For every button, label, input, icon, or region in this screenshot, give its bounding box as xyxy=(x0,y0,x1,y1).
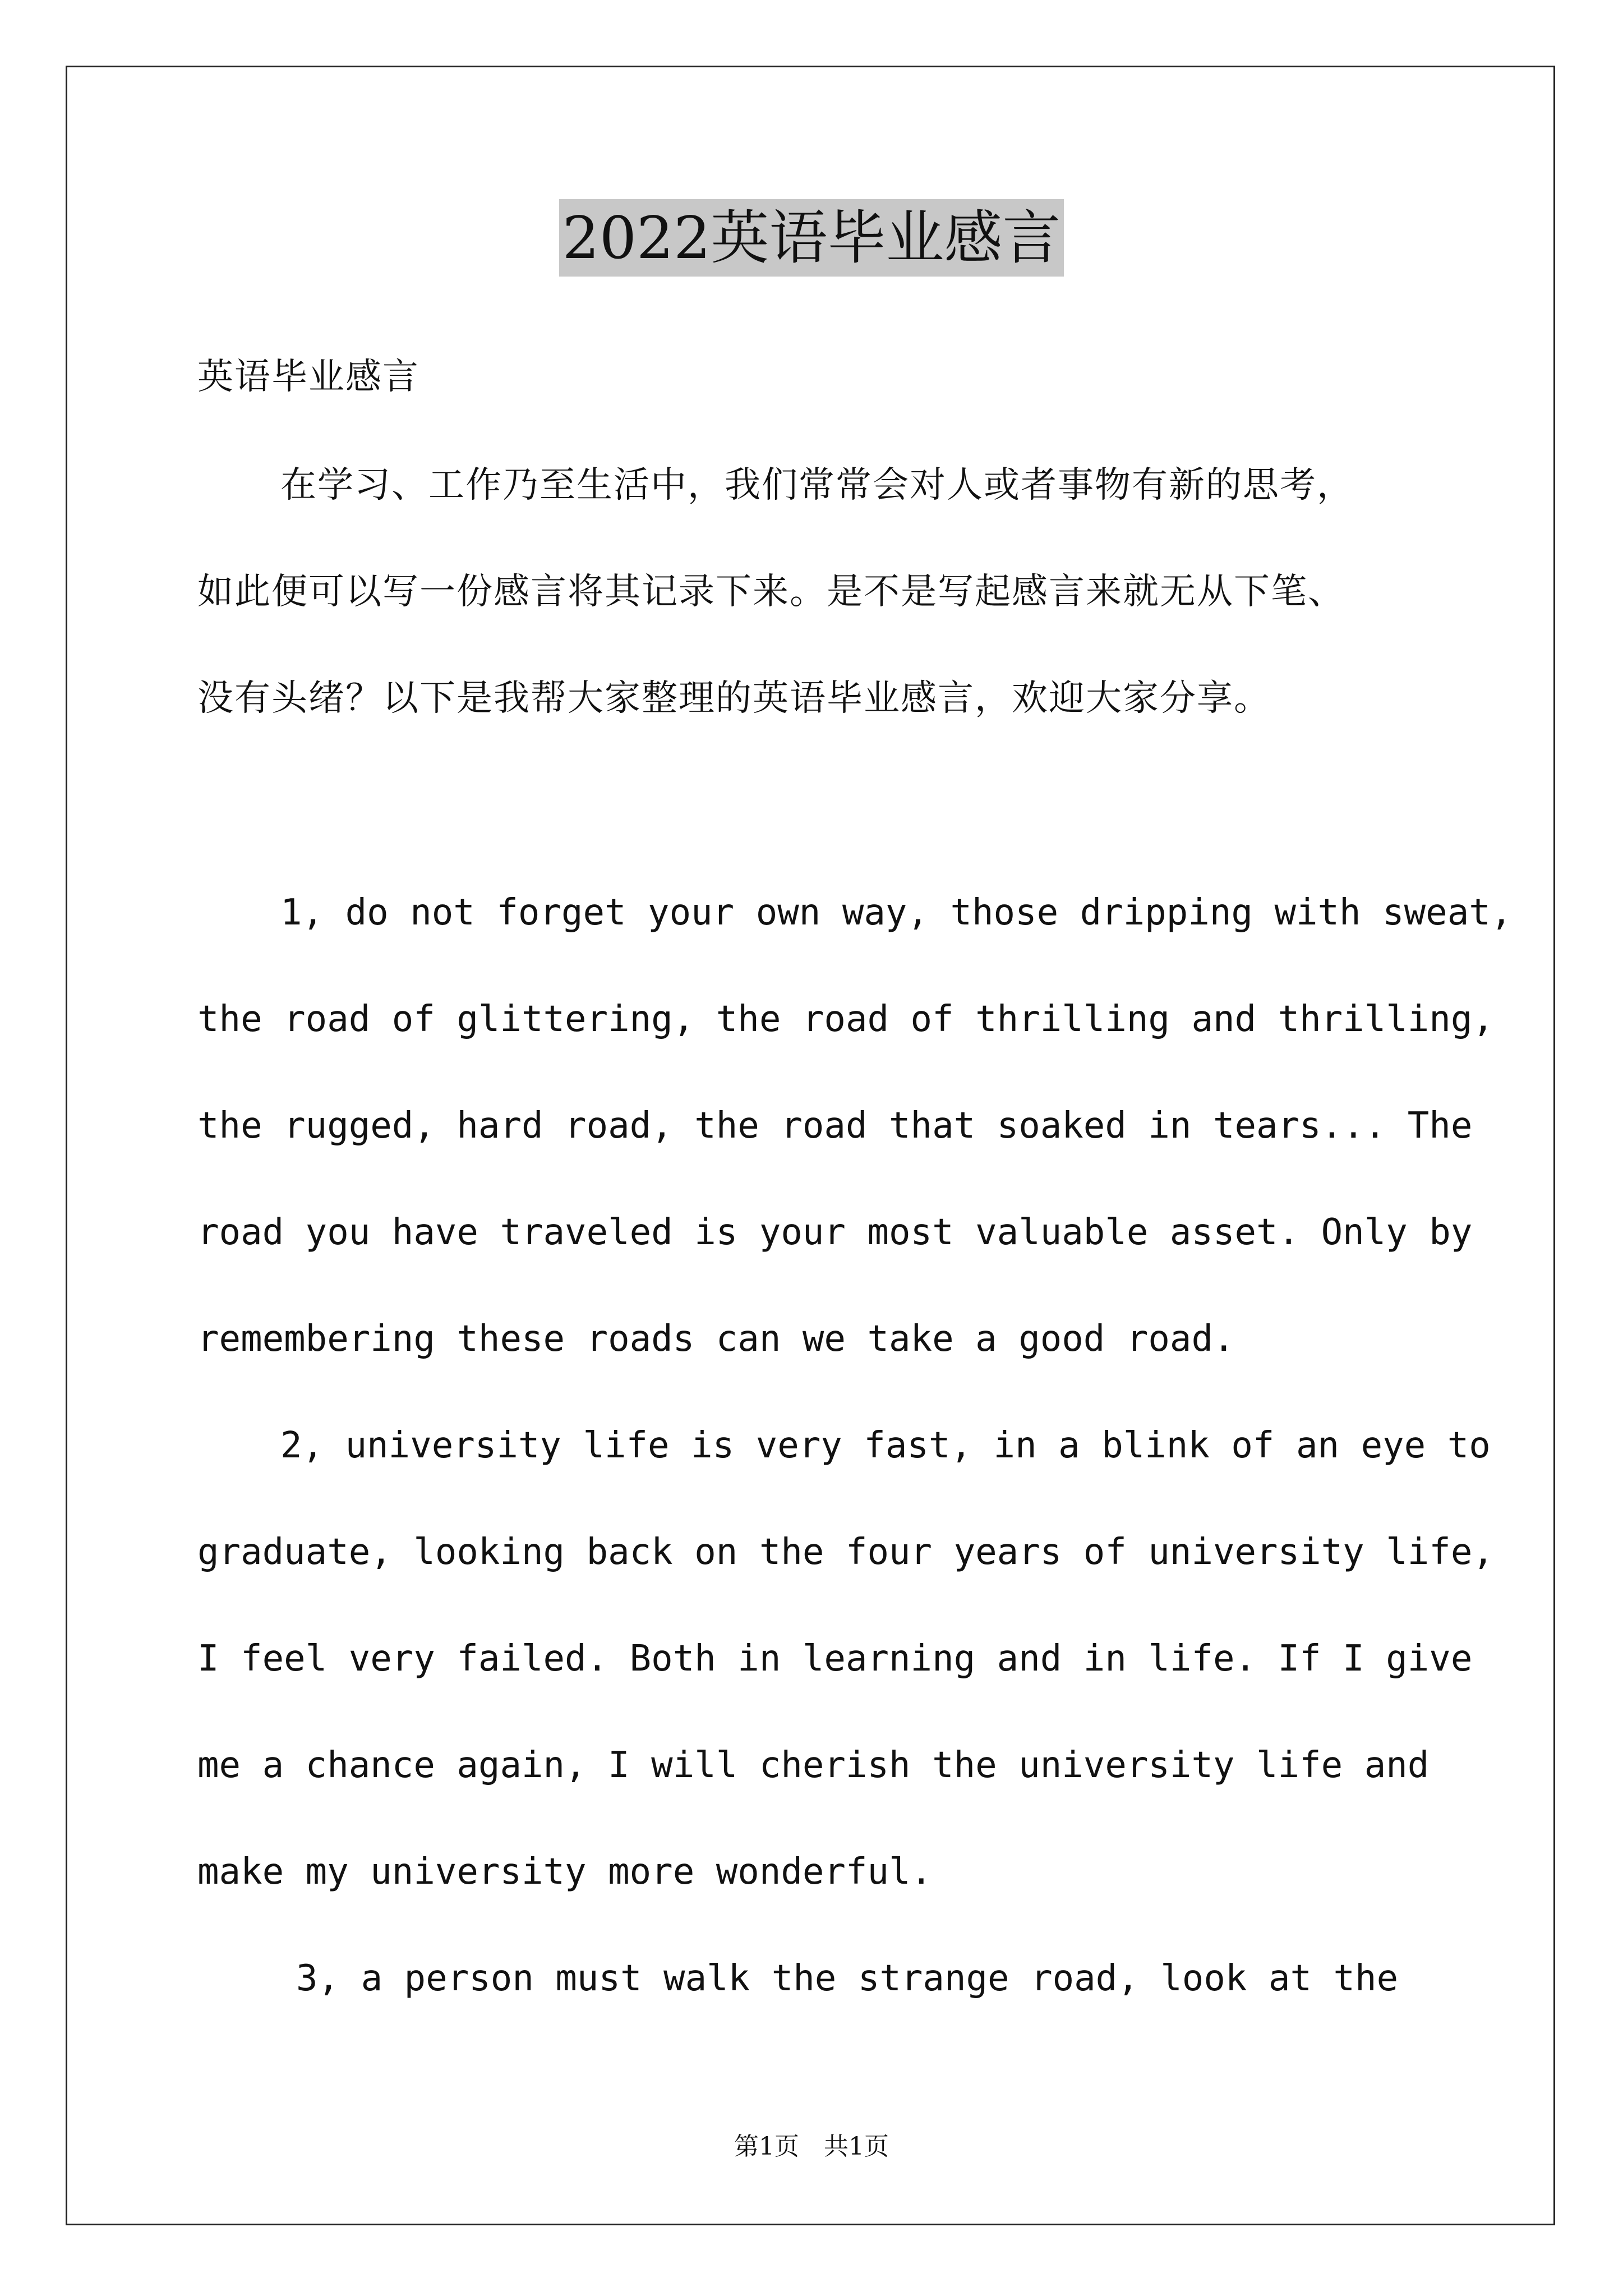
para1-line-3: the rugged, hard road, the road that soaked in tears... The xyxy=(197,1105,1473,1147)
intro-line-1: 在学习、工作乃至生活中，我们常常会对人或者事物有新的思考， xyxy=(280,464,1354,506)
para2-line-4: me a chance again, I will cherish the university life and xyxy=(197,1745,1430,1786)
para2-line-3: I feel very failed. Both in learning and in life. If I give xyxy=(197,1638,1473,1680)
paragraph-3 xyxy=(197,1925,1431,2032)
intro-line-2: 如此便可以写一份感言将其记录下来。是不是写起感言来就无从下笔、 xyxy=(197,571,1345,613)
para3-line-1: 3, a person must walk the strange road, look at the xyxy=(296,1958,1399,1999)
intro-line-3: 没有头绪？以下是我帮大家整理的英语毕业感言，欢迎大家分享。 xyxy=(197,678,1271,719)
intro-paragraph xyxy=(197,432,1431,752)
document-title: 2022英语毕业感言 xyxy=(559,199,1064,277)
para1-line-5: remembering these roads can we take a good road. xyxy=(197,1318,1235,1360)
para2-line-5: make my university more wonderful. xyxy=(197,1851,933,1893)
document-subtitle: 英语毕业感言 xyxy=(197,356,419,398)
paragraph-2 xyxy=(197,1392,1494,1925)
para2-line-2: graduate, looking back on the four years of university life, xyxy=(197,1531,1494,1573)
paragraph-1 xyxy=(197,859,1513,1392)
para2-line-1: 2, university life is very fast, in a blink of an eye to xyxy=(280,1425,1491,1466)
title-container xyxy=(0,199,1623,277)
para1-line-2: the road of glittering, the road of thrilling and thrilling, xyxy=(197,999,1494,1040)
para1-line-1: 1, do not forget your own way, those dripping with sweat, xyxy=(280,892,1513,933)
para1-line-4: road you have traveled is your most valuable asset. Only by xyxy=(197,1212,1473,1253)
page-footer: 第1页 共1页 xyxy=(734,2132,889,2161)
